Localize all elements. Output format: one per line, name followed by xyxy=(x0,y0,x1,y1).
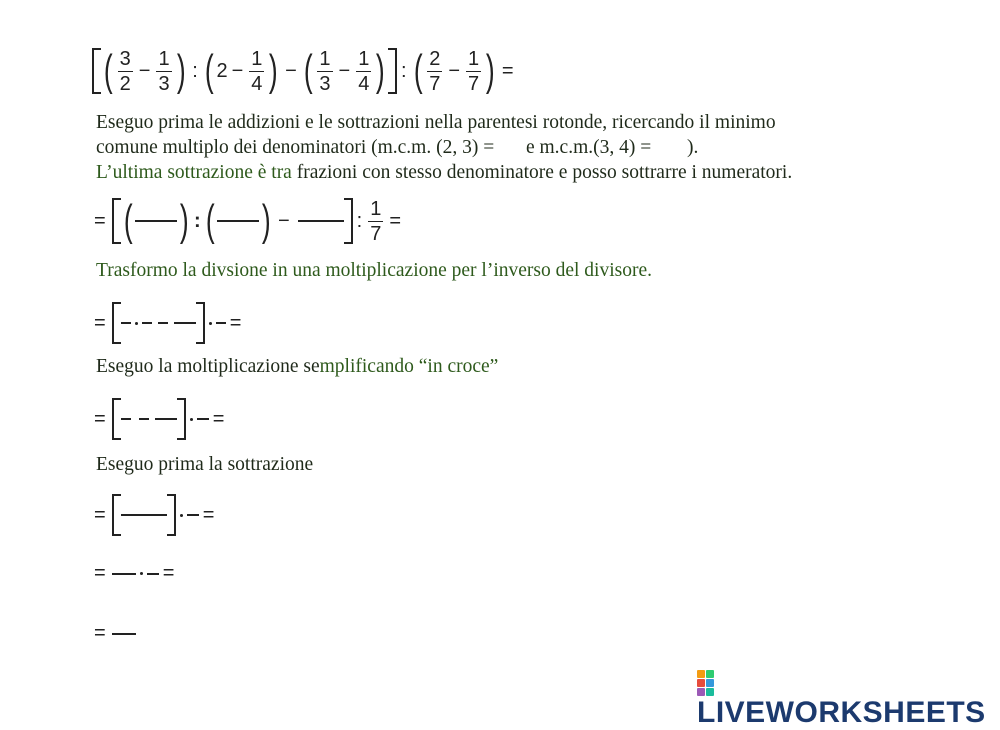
answer-line[interactable] xyxy=(112,573,136,575)
step-5-expression: = = xyxy=(94,562,175,584)
answer-line[interactable] xyxy=(298,220,344,222)
answer-line[interactable] xyxy=(121,514,167,516)
answer-line[interactable] xyxy=(112,633,136,635)
answer-line[interactable] xyxy=(147,573,159,575)
liveworksheets-logo xyxy=(697,670,1000,730)
step-6-expression: = xyxy=(94,622,136,645)
answer-line[interactable] xyxy=(155,418,177,420)
answer-line[interactable] xyxy=(139,418,149,420)
answer-line[interactable] xyxy=(197,418,209,420)
step-4-expression: = = xyxy=(94,494,218,536)
answer-line[interactable] xyxy=(217,220,259,222)
instruction-paragraph-2: Trasformo la divsione in una moltiplicazione per l’inverso del divisore. xyxy=(96,260,652,281)
main-expression: ( $\frac{3}{2}$ − $\frac{1}{3}$ ) : ( 2 − $\frac{1}{4}$ ) − ( $\frac{1}{3}$ − $\frac{1}{4}$ ) : ( $\frac{2}{7}$ − $\frac{1}{7}$ ) = xyxy=(92,48,518,94)
fraction-1-7: $\frac{1}{7}$ xyxy=(468,47,480,95)
answer-line[interactable] xyxy=(187,514,199,516)
answer-line[interactable] xyxy=(121,322,131,324)
right-square-bracket xyxy=(388,48,397,94)
fraction-1-4b: $\frac{1}{4}$ xyxy=(358,47,370,95)
step-2-expression: = = xyxy=(94,302,245,344)
logo-mark-icon xyxy=(697,670,714,696)
brand-name: LIVEWORKSHEETS xyxy=(697,696,986,729)
answer-line[interactable] xyxy=(135,220,177,222)
instruction-paragraph-1: Eseguo prima le addizioni e le sottrazioni nella parentesi rotonde, ricercando il minimo comune multiplo dei denominatori (m.c.m. (2, 3) = e m.c.m.(3, 4) = ). L’ultima sottrazione è tra frazioni con stesso denominatore e posso sottrarre i numeratori. xyxy=(96,112,793,183)
step-3-expression: = = xyxy=(94,398,228,440)
left-paren: ( xyxy=(103,46,113,95)
answer-line[interactable] xyxy=(216,322,226,324)
instruction-paragraph-4: Eseguo prima la sottrazione xyxy=(96,454,314,475)
whole-number: 2 xyxy=(216,59,228,82)
answer-line[interactable] xyxy=(174,322,196,324)
fraction-3-2: $\frac{3}{2}$ xyxy=(119,47,131,95)
fraction-1-3b: $\frac{1}{3}$ xyxy=(319,47,331,95)
answer-line[interactable] xyxy=(158,322,168,324)
fraction-1-4: $\frac{1}{4}$ xyxy=(251,47,263,95)
fraction-1-3: $\frac{1}{3}$ xyxy=(158,47,170,95)
answer-line[interactable] xyxy=(142,322,152,324)
instruction-paragraph-3: Eseguo la moltiplicazione semplificando “in croce” xyxy=(96,356,499,377)
left-square-bracket xyxy=(92,48,101,94)
fraction-2-7: $\frac{2}{7}$ xyxy=(429,47,441,95)
answer-line[interactable] xyxy=(121,418,131,420)
fraction-1-7-step1: $\frac{1}{7}$ xyxy=(370,197,382,245)
step-1-expression: = ( ) : ( ) − : $\frac{1}{7}$ = xyxy=(94,196,402,245)
